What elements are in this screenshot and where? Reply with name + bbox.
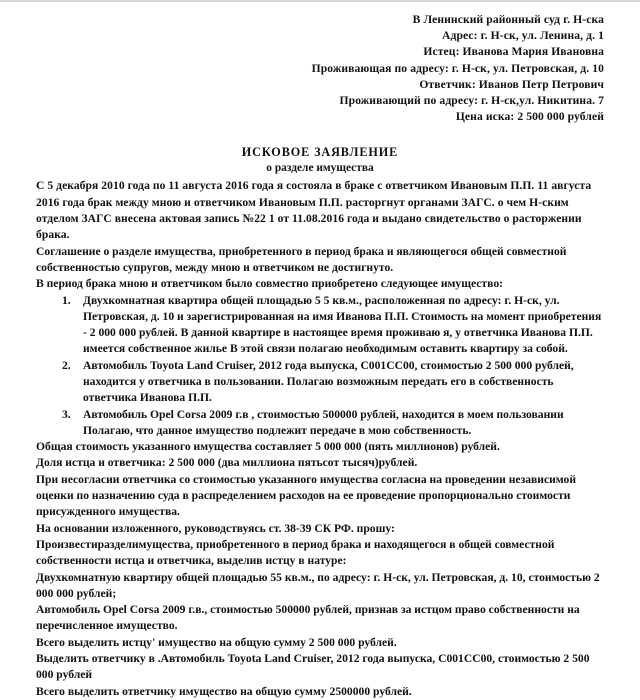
list-item bbox=[36, 358, 604, 407]
list-item-number: 2. bbox=[62, 358, 71, 372]
paragraph-acquired-intro: В период брака мною и ответчиком было совместно приобретено следующее имущество: bbox=[36, 277, 503, 291]
addressee-court-address: Адрес: г. Н-ск, ул. Ленина, д. 1 bbox=[442, 29, 604, 43]
addressee-claim-price: Цена иска: 2 500 000 рублей bbox=[455, 110, 604, 124]
list-item bbox=[36, 293, 604, 358]
property-list bbox=[36, 293, 604, 440]
paragraph-marriage-history: С 5 декабря 2010 года по 11 августа 2016 года я состояла в браке с ответчиком Ивановым П.П. 11 августа 2016 года брак между мною и ответчиком Ивановым П.П. расторгнут органами ЗАГС. о чем Н-ским отделом ЗАГС внесена актовая запись №22 1 от 11.08.2016 года и выдано свидетельство о расторжении брака. bbox=[36, 179, 592, 242]
paragraph-plaintiff-car: Автомобиль Opel Corsa 2009 г.в., стоимостью 500000 рублей, признав за истцом право собственности на перечисленное имущество. bbox=[36, 603, 580, 633]
list-item-text: Автомобиль Toyota Land Cruiser, 2012 года выпуска, С001СС00, стоимостью 2 500 000 рублей, находится у ответчика в пользовании. Полагаю возможным передать его в собственность ответчика Иванова П.П. bbox=[83, 358, 574, 405]
list-item-text: Двухкомнатная квартира общей площадью 5 5 кв.м., расположенная по адресу: г. Н-ск, ул. Петровская, д. 10 и зарегистрированная на имя Иванова П.П. Стоимость на момент приобретения - 2 000 000 рублей. В данной квартире в настоящее время проживаю я, у ответчика Иванова П.П. имеется собственное жилье В этой связи полагаю необходимым оставить квартиру за собой. bbox=[83, 293, 602, 356]
paragraph-defendant-total: Всего выделить ответчику имущество на общую сумму 2500000 рублей. bbox=[36, 684, 412, 698]
paragraph-total-value: Общая стоимость указанного имущества составляет 5 000 000 (пять миллионов) рублей. bbox=[36, 440, 500, 454]
paragraph-appraisal-consent: При несогласии ответчика со стоимостью указанного имущества согласна на проведении независимой оценки по назначению суда в распределением расходов на ее проведение пропорционально стоимости присужденного имущества. bbox=[36, 472, 577, 519]
paragraph-plaintiff-total: Всего выделить истцу' имущество на общую сумму 2 500 000 рублей. bbox=[36, 635, 397, 649]
document-body bbox=[36, 178, 604, 700]
list-item-number: 3. bbox=[62, 407, 71, 421]
addressee-plaintiff: Истец: Иванова Мария Ивановна bbox=[423, 45, 604, 59]
paragraph-no-agreement: Соглашение о разделе имущества, приобретенного в период брака и являющегося общей совместной собственностью супругов, между мною и ответчиком не достигнуто. bbox=[36, 244, 567, 274]
list-item-text: Автомобиль Opel Corsa 2009 г.в , стоимостью 500000 рублей, находится в моем пользовании Полагаю, что данное имущество подлежит передаче в мою собственность. bbox=[83, 407, 564, 437]
page-subtitle: о разделе имущества bbox=[266, 162, 374, 175]
addressee-defendant-address: Проживающий по адресу: г. Н-ск,ул. Никитина. 7 bbox=[339, 94, 604, 108]
paragraph-defendant-car: Выделить ответчику в .Автомобиль Toyota Land Cruiser, 2012 года выпуска, С001СС00, стоимостью 2 500 000 рублей bbox=[36, 652, 590, 682]
page-title: ИСКОВОЕ ЗАЯВЛЕНИЕ bbox=[241, 145, 399, 160]
addressee-court: В Ленинский районный суд г. Н-ска bbox=[412, 13, 604, 26]
addressee-block bbox=[36, 12, 604, 125]
paragraph-request-intro: Произвестиразделимущества, приобретенного в период брака и находящегося в общей совместной собственности истца и ответчика, выделив истцу в натуре: bbox=[36, 537, 555, 568]
addressee-plaintiff-address: Проживающая по адресу: г. Н-ск, ул. Петровская, д. 10 bbox=[311, 61, 604, 75]
list-item bbox=[36, 407, 604, 440]
list-item-number: 1. bbox=[62, 293, 71, 307]
paragraph-plaintiff-flat: Двухкомнатную квартиру общей площадью 55 кв.м., по адресу: г. Н-ск, ул. Петровская, д. 10, стоимостью 2 000 000 рублей; bbox=[36, 570, 600, 600]
addressee-defendant: Ответчик: Иванов Петр Петрович bbox=[419, 77, 604, 91]
paragraph-shares: Доля истца и ответчика: 2 500 000 (два миллиона пятьсот тысяч)рублей. bbox=[36, 456, 418, 470]
paragraph-legal-basis: На основании изложенного, руководствуясь ст. 38-39 СК РФ. прошу: bbox=[36, 521, 395, 535]
